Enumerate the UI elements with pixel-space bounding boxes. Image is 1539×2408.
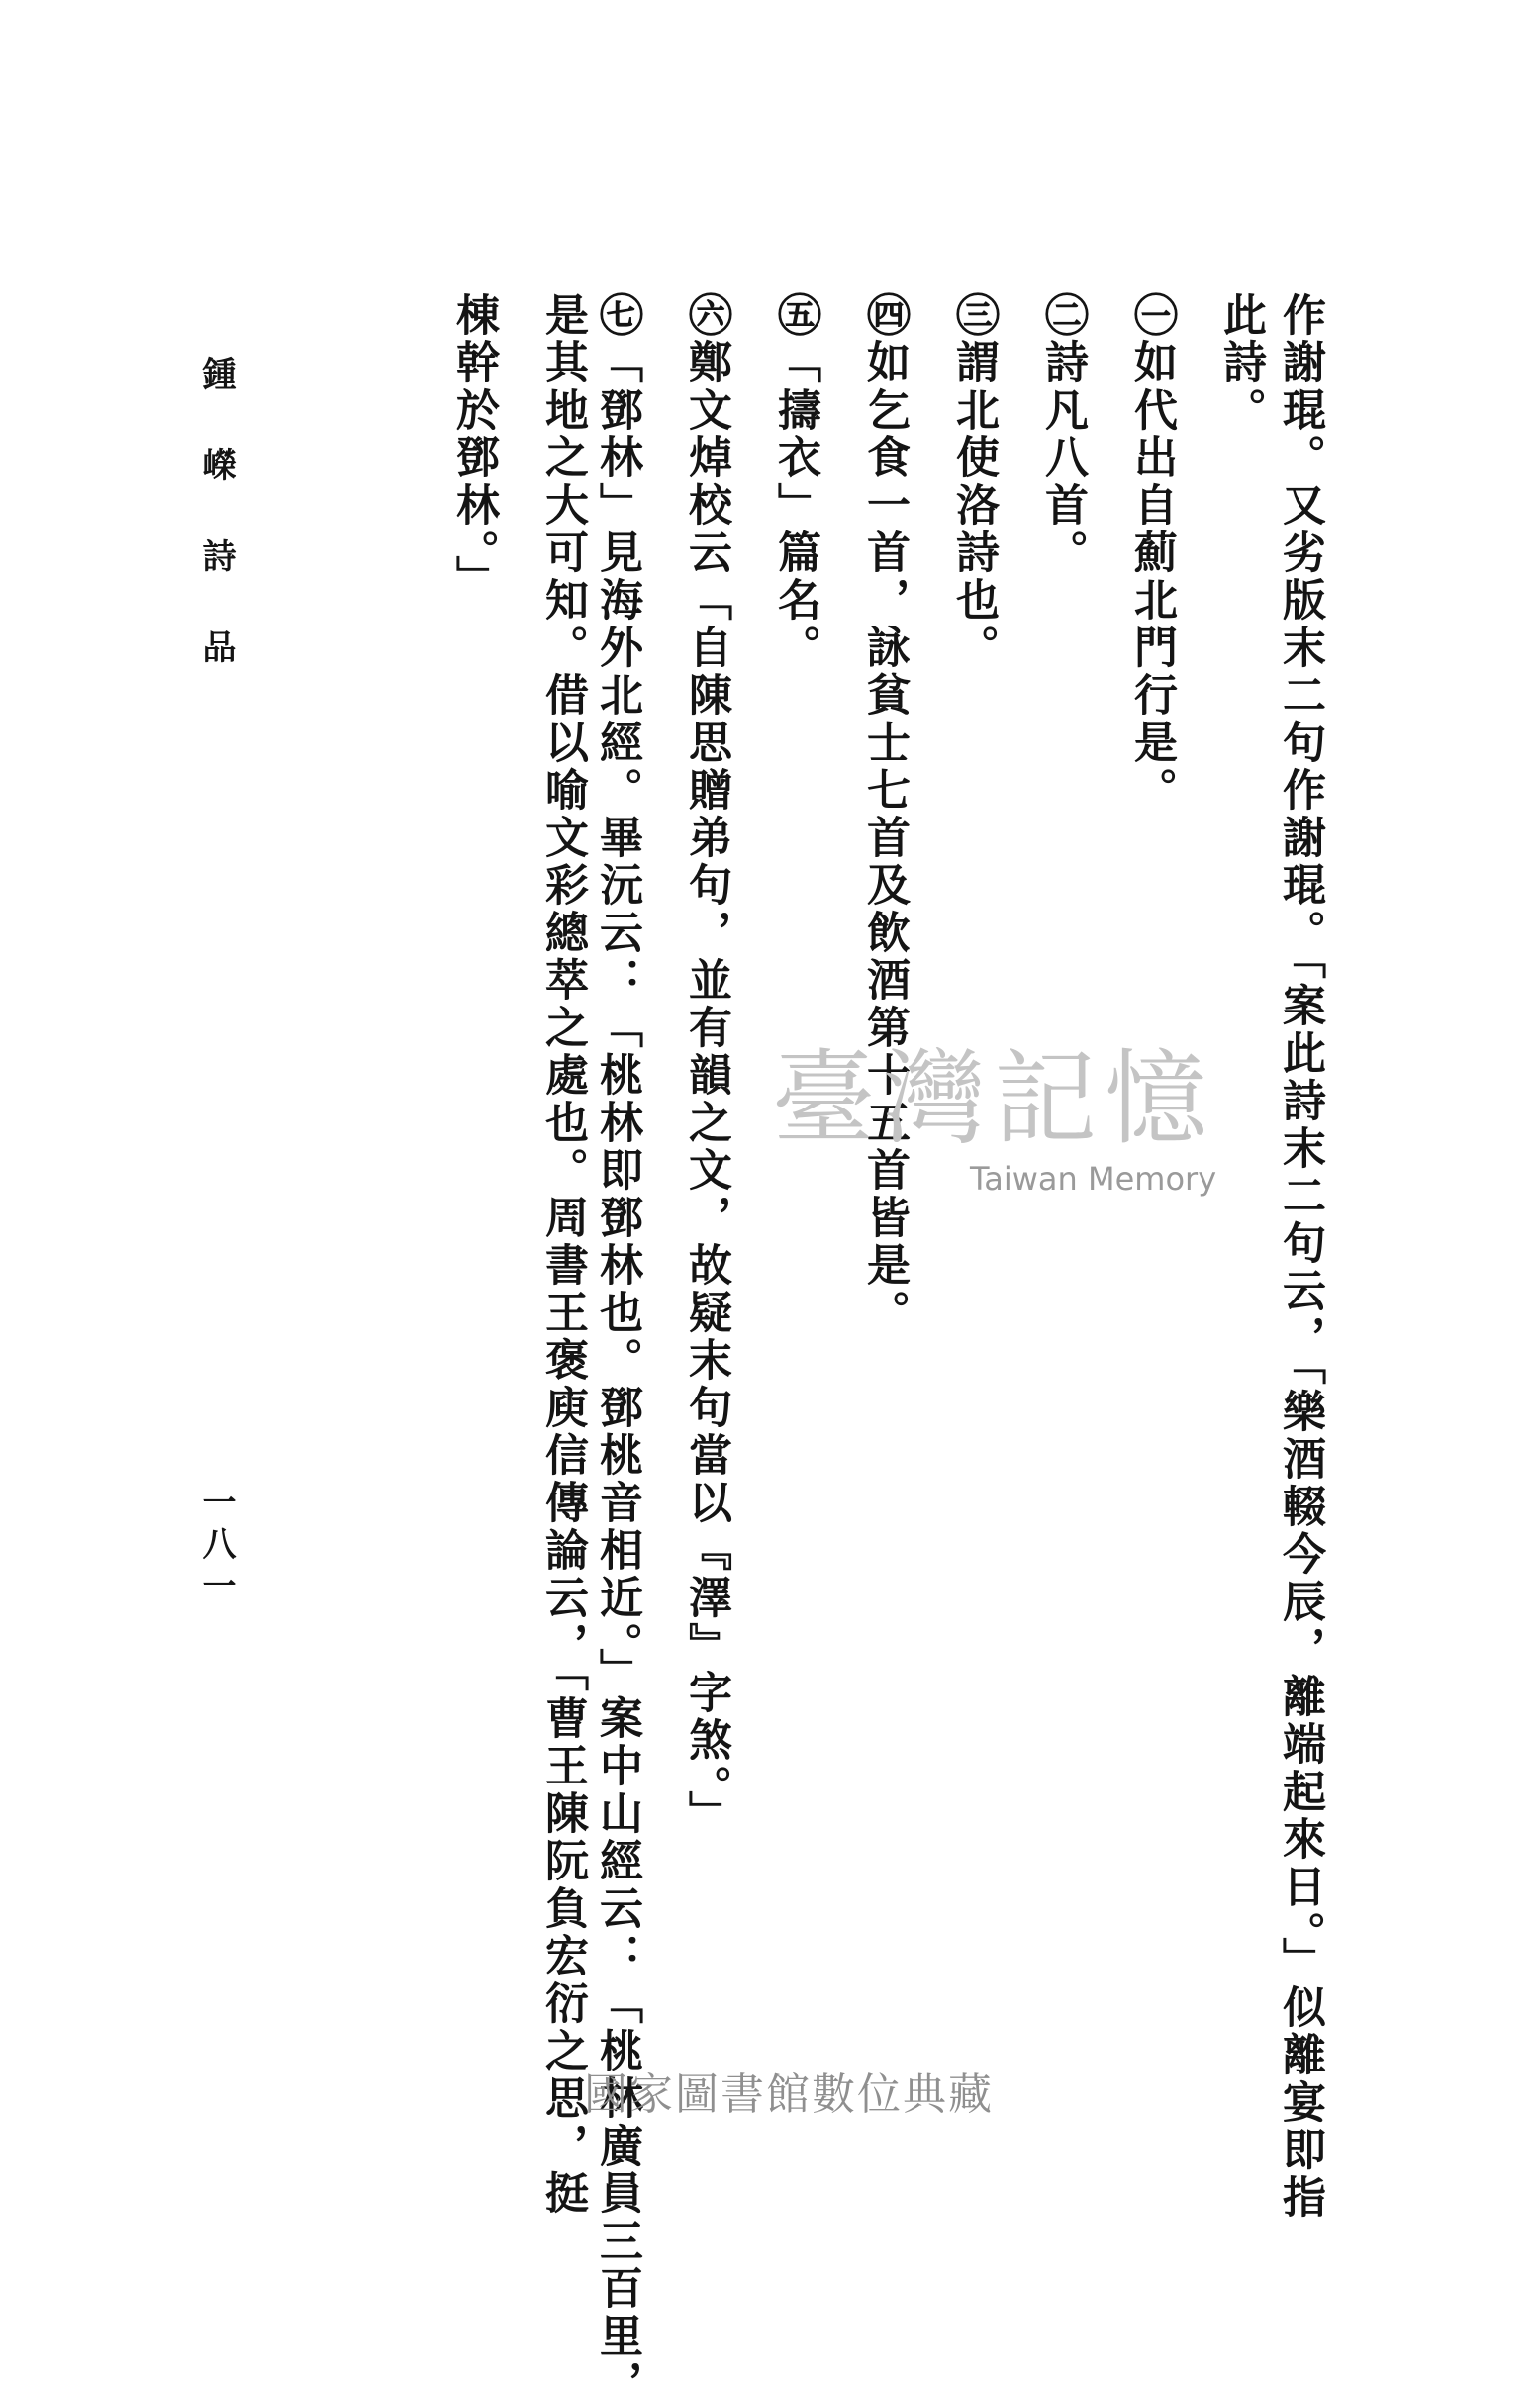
note-column-4: ㊃如乞食一首，詠貧士七首及飲酒第十五首皆是。 (859, 292, 910, 1337)
text-column-2: 此詩。 (1215, 292, 1266, 434)
note-column-1: ㊀如代出自薊北門行是。 (1126, 292, 1177, 815)
note-column-6: ㊅鄭文焯校云「自陳思贈弟句，並有韻之文，故疑末句當以『澤』字煞。」 (681, 292, 731, 1838)
watermark-text: 臺灣記憶 (772, 1038, 1216, 1159)
library-footer: 國家圖書館數位典藏 (584, 2070, 994, 2120)
page-number: 一八一 (196, 1485, 236, 1609)
note-column-5: ㊄「擣衣」篇名。 (770, 292, 820, 672)
note-column-2: ㊁詩凡八首。 (1037, 292, 1088, 577)
text-column-1: 作謝琨。又劣版末二句作謝琨。「案此詩末二句云，「樂酒輟今辰，離端起來日。」似離宴即指 (1275, 292, 1325, 2222)
note-column-9: 棟幹於鄧林。」 (448, 292, 499, 603)
watermark-subtitle: Taiwan Memory (970, 1160, 1217, 1198)
book-title: 鍾嶸詩品 (196, 356, 236, 721)
note-column-7: ㊆「鄧林」見海外北經。畢沅云：「桃林即鄧林也。鄧桃音相近。」案中山經云：「桃林廣員三百里， (592, 292, 642, 2408)
note-column-3: ㊂謂北使洛詩也。 (948, 292, 999, 672)
note-column-8: 是其地之大可知。借以喻文彩總萃之處也。周書王褒庾信傳論云，「曹王陳阮負宏衍之思，挺 (537, 292, 588, 2218)
